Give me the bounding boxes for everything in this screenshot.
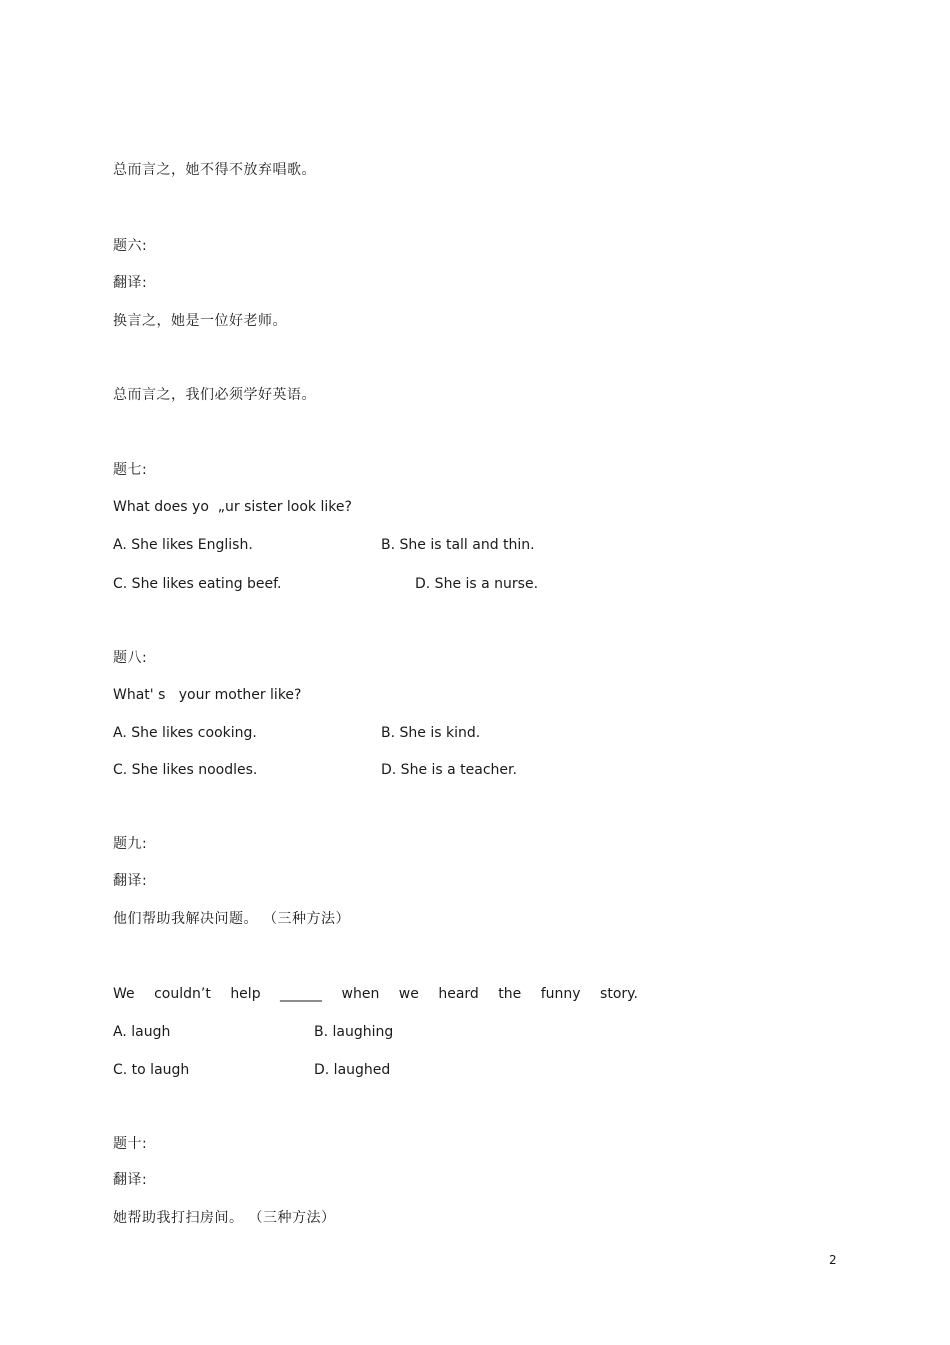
section-8-option-b: B. She is kind.	[381, 725, 481, 741]
section-9-option-d: D. laughed	[314, 1062, 391, 1078]
section-9-fill-blank-sentence	[113, 985, 638, 1003]
sentence-blank: ______	[280, 986, 323, 1002]
section-8-option-d: D. She is a teacher.	[381, 762, 517, 778]
section-7-question: What does yo „ur sister look like?	[113, 499, 352, 515]
sentence-word: We	[113, 986, 135, 1002]
section-6-label: 翻译:	[113, 275, 148, 291]
sentence-word: we	[398, 986, 419, 1002]
section-9-title: 题九:	[113, 836, 148, 852]
section-7-title: 题七:	[113, 462, 148, 478]
section-9-option-b: B. laughing	[314, 1024, 394, 1040]
section-9-option-a: A. laugh	[113, 1024, 171, 1040]
section-10-label: 翻译:	[113, 1172, 148, 1188]
section-9-line-1: 他们帮助我解决问题。 （三种方法）	[113, 911, 350, 927]
page-number: 2	[829, 1253, 837, 1267]
section-6-title: 题六:	[113, 238, 148, 254]
section-10-title: 题十:	[113, 1136, 148, 1152]
section-7-option-d: D. She is a nurse.	[415, 576, 539, 592]
sentence-word: couldn’t	[154, 986, 211, 1002]
section-8-option-a: A. She likes cooking.	[113, 725, 257, 741]
section-8-option-c: C. She likes noodles.	[113, 762, 258, 778]
section-7-option-b: B. She is tall and thin.	[381, 537, 535, 553]
section-8-question: What' s your mother like?	[113, 687, 302, 703]
s5-translation-line: 总而言之，她不得不放弃唱歌。	[113, 162, 316, 178]
sentence-word: when	[341, 986, 380, 1002]
sentence-word: help	[230, 986, 261, 1002]
section-8-title: 题八:	[113, 650, 148, 666]
section-6-line-2: 总而言之，我们必须学好英语。	[113, 387, 316, 403]
section-6-line-1: 换言之，她是一位好老师。	[113, 313, 287, 329]
sentence-word: heard	[438, 986, 479, 1002]
sentence-word: the	[498, 986, 522, 1002]
sentence-word: story.	[600, 986, 638, 1002]
section-10-line-1: 她帮助我打扫房间。 （三种方法）	[113, 1210, 336, 1226]
section-9-label: 翻译:	[113, 873, 148, 889]
section-7-option-c: C. She likes eating beef.	[113, 576, 282, 592]
section-7-option-a: A. She likes English.	[113, 537, 253, 553]
sentence-word: funny	[540, 986, 581, 1002]
section-9-option-c: C. to laugh	[113, 1062, 190, 1078]
